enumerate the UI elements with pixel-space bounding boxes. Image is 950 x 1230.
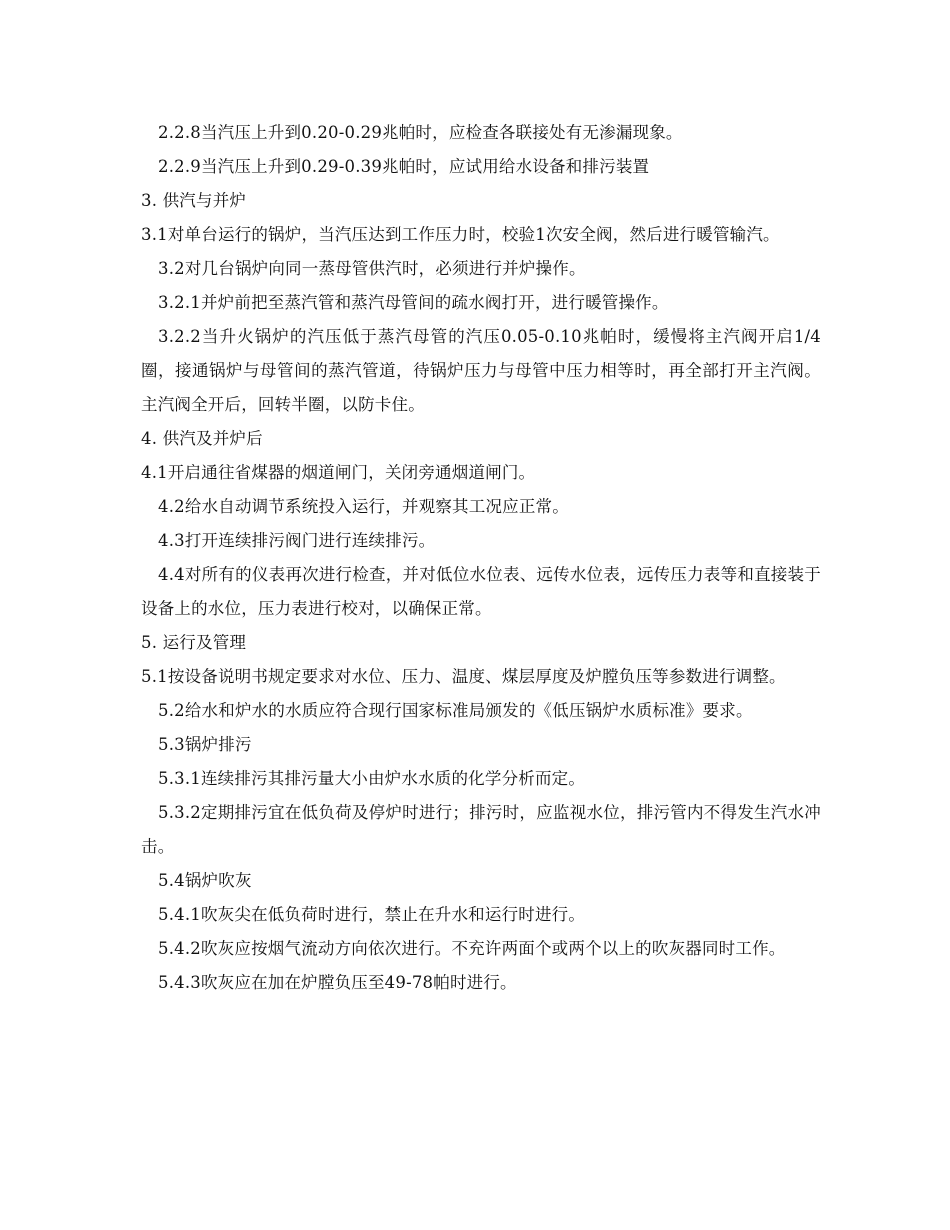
paragraph-5-3: 5.3锅炉排污 xyxy=(158,735,252,754)
paragraph-5-2: 5.2给水和炉水的水质应符合现行国家标准局颁发的《低压锅炉水质标准》要求。 xyxy=(158,701,753,720)
paragraph-5-1: 5.1按设备说明书规定要求对水位、压力、温度、煤层厚度及炉膛负压等参数进行调整。 xyxy=(141,667,786,686)
document-body xyxy=(141,116,821,1000)
paragraph-4-1: 4.1开启通往省煤器的烟道闸门，关闭旁通烟道闸门。 xyxy=(141,463,536,482)
paragraph-3-1: 3.1对单台运行的锅炉，当汽压达到工作压力时，校验1次安全阀，然后进行暖管输汽。 xyxy=(141,225,780,244)
paragraph-3-2: 3.2对几台锅炉向同一蒸母管供汽时，必须进行并炉操作。 xyxy=(158,259,586,278)
paragraph-5-4-3: 5.4.3吹灰应在加在炉膛负压至49-78帕时进行。 xyxy=(158,973,517,992)
paragraph-3-2-1: 3.2.1并炉前把至蒸汽管和蒸汽母管间的疏水阀打开，进行暖管操作。 xyxy=(158,293,669,312)
paragraph-5-3-1: 5.3.1连续排污其排污量大小由炉水水质的化学分析而定。 xyxy=(158,769,586,788)
section-heading-3: 3. 供汽与并炉 xyxy=(141,191,247,210)
section-heading-5: 5. 运行及管理 xyxy=(141,633,247,652)
paragraph-5-4-2: 5.4.2吹灰应按烟气流动方向依次进行。不充许两面个或两个以上的吹灰器同时工作。 xyxy=(158,939,786,958)
paragraph-4-4: 4.4对所有的仪表再次进行检查，并对低位水位表、远传水位表，远传压力表等和直接装于设备上的水位，压力表进行校对，以确保正常。 xyxy=(141,565,821,618)
paragraph-4-3: 4.3打开连续排污阀门进行连续排污。 xyxy=(158,531,436,550)
paragraph-2-2-9: 2.2.9当汽压上升到0.29-0.39兆帕时，应试用给水设备和排污装置 xyxy=(158,157,650,176)
paragraph-3-2-2: 3.2.2当升火锅炉的汽压低于蒸汽母管的汽压0.05-0.10兆帕时，缓慢将主汽阀开启1/4圈，接通锅炉与母管间的蒸汽管道，待锅炉压力与母管中压力相等时，再全部打开主汽阀。主汽阀全开后，回转半圈，以防卡住。 xyxy=(141,327,821,414)
paragraph-5-4: 5.4锅炉吹灰 xyxy=(158,871,252,890)
paragraph-5-3-2: 5.3.2定期排污宜在低负荷及停炉时进行；排污时，应监视水位，排污管内不得发生汽水冲击。 xyxy=(141,803,821,856)
paragraph-4-2: 4.2给水自动调节系统投入运行，并观察其工况应正常。 xyxy=(158,497,569,516)
paragraph-5-4-1: 5.4.1吹灰尖在低负荷时进行，禁止在升水和运行时进行。 xyxy=(158,905,586,924)
section-heading-4: 4. 供汽及并炉后 xyxy=(141,429,263,448)
paragraph-2-2-8: 2.2.8当汽压上升到0.20-0.29兆帕时，应检查各联接处有无渗漏现象。 xyxy=(158,123,683,142)
